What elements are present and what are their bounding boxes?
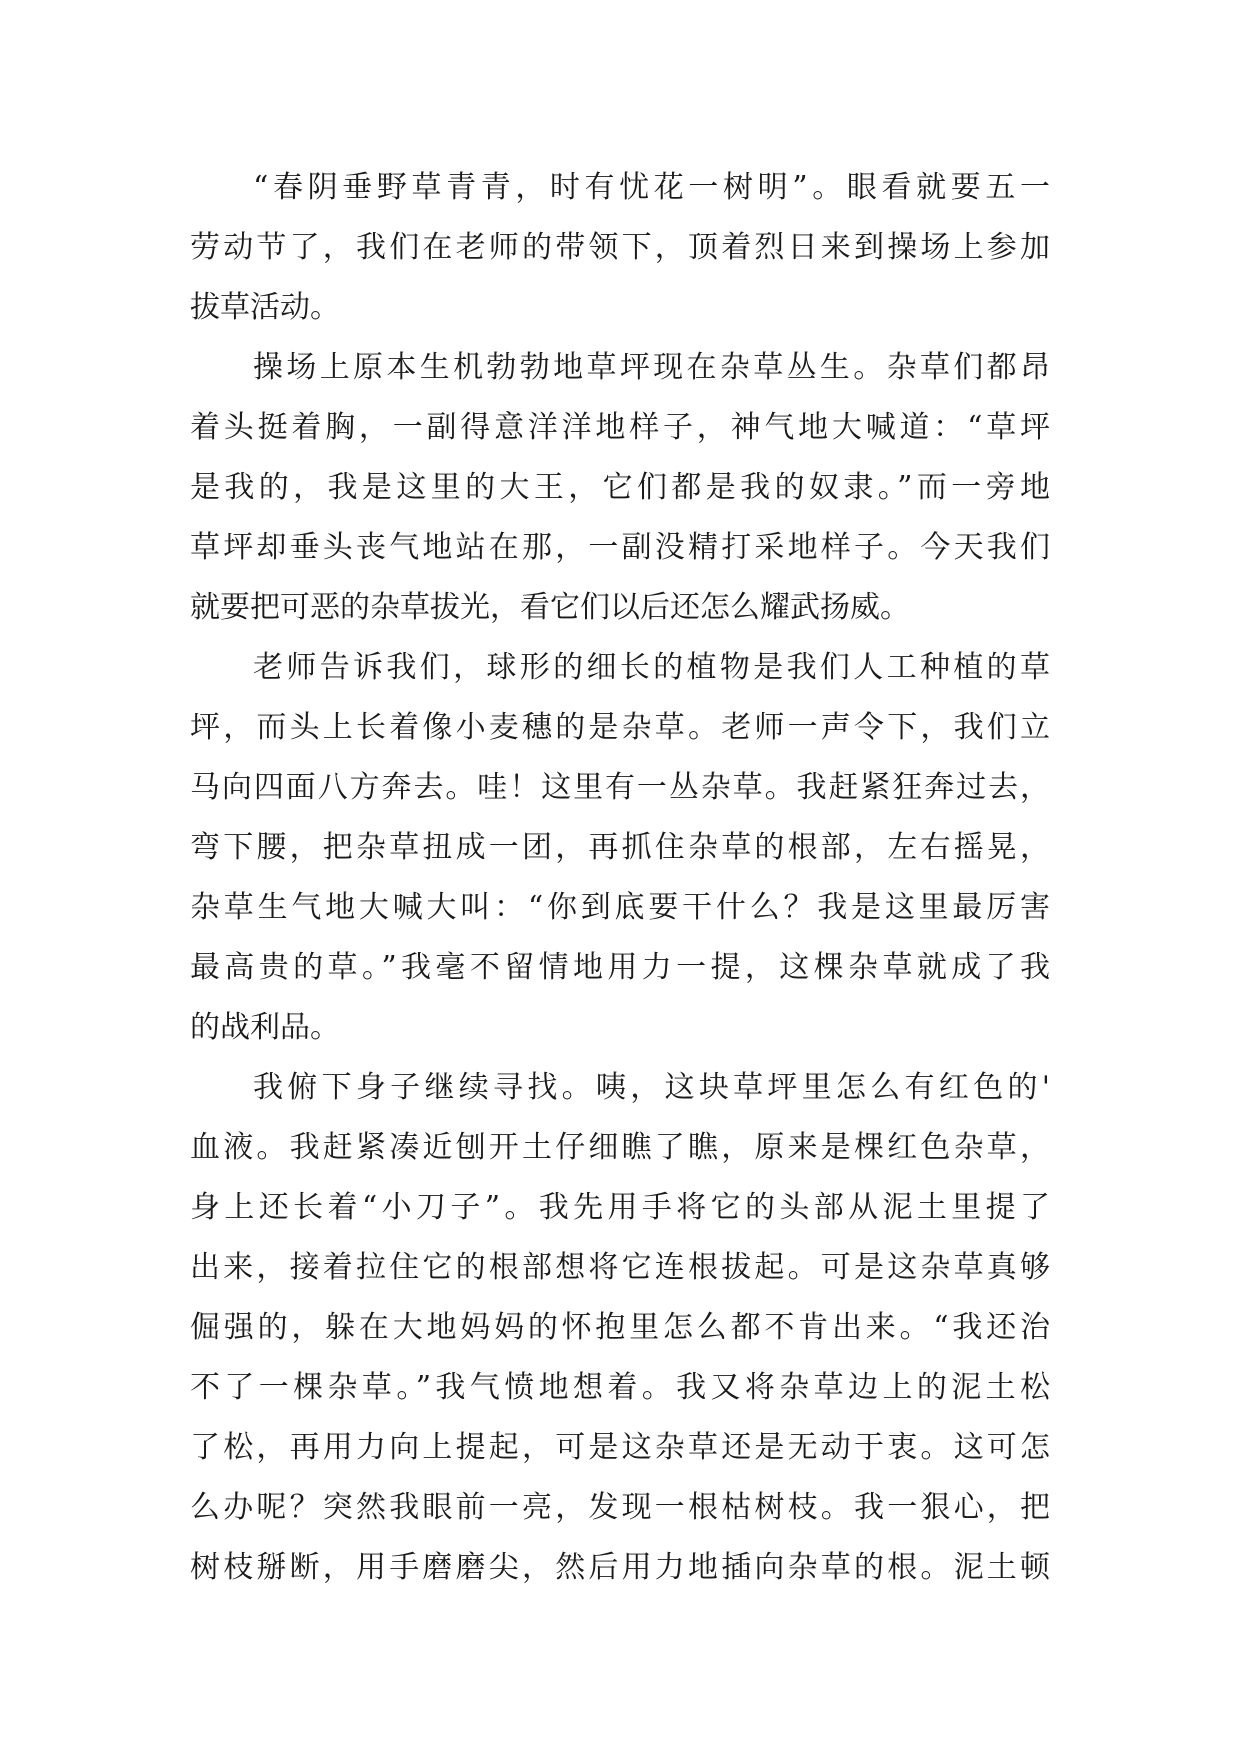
paragraph-3-line-3: 马向四面八方奔去。哇！这里有一丛杂草。我赶紧狂奔过去， — [190, 770, 1050, 805]
paragraph-2-line-5: 就要把可恶的杂草拔光，看它们以后还怎么耀武扬威。 — [190, 590, 910, 625]
paragraph-4-line-6: 不了一棵杂草。”我气愤地想着。我又将杂草边上的泥土松 — [190, 1370, 1050, 1405]
paragraph-1-line-2: 劳动节了，我们在老师的带领下，顶着烈日来到操场上参加 — [190, 230, 1050, 265]
paragraph-4-line-7: 了松，再用力向上提起，可是这杂草还是无动于衷。这可怎 — [190, 1430, 1050, 1465]
paragraph-3-line-5: 杂草生气地大喊大叫：“你到底要干什么？我是这里最厉害 — [190, 890, 1050, 925]
paragraph-4-line-1: 我俯下身子继续寻找。咦，这块草坪里怎么有红色的' — [253, 1070, 1050, 1105]
paragraph-3-line-7: 的战利品。 — [190, 1010, 340, 1045]
paragraph-2-line-3: 是我的，我是这里的大王，它们都是我的奴隶。”而一旁地 — [190, 470, 1050, 505]
paragraph-4-line-5: 倔强的，躲在大地妈妈的怀抱里怎么都不肯出来。“我还治 — [190, 1310, 1050, 1345]
paragraph-4-line-3: 身上还长着“小刀子”。我先用手将它的头部从泥土里提了 — [190, 1190, 1050, 1225]
paragraph-4-line-4: 出来，接着拉住它的根部想将它连根拔起。可是这杂草真够 — [190, 1250, 1050, 1285]
paragraph-3-line-6: 最高贵的草。”我毫不留情地用力一提，这棵杂草就成了我 — [190, 950, 1050, 985]
paragraph-3-line-4: 弯下腰，把杂草扭成一团，再抓住杂草的根部，左右摇晃， — [190, 830, 1050, 865]
paragraph-1-line-1: “春阴垂野草青青，时有忧花一树明”。眼看就要五一 — [253, 170, 1050, 205]
paragraph-4-line-9: 树枝掰断，用手磨磨尖，然后用力地插向杂草的根。泥土顿 — [190, 1550, 1050, 1585]
paragraph-2-line-4: 草坪却垂头丧气地站在那，一副没精打采地样子。今天我们 — [190, 530, 1050, 565]
paragraph-4-line-8: 么办呢？突然我眼前一亮，发现一根枯树枝。我一狠心，把 — [190, 1490, 1050, 1525]
paragraph-4-line-2: 血液。我赶紧凑近刨开土仔细瞧了瞧，原来是棵红色杂草， — [190, 1130, 1050, 1165]
paragraph-3-line-2: 坪，而头上长着像小麦穗的是杂草。老师一声令下，我们立 — [190, 710, 1050, 745]
paragraph-1-line-3: 拔草活动。 — [190, 290, 340, 325]
paragraph-2-line-1: 操场上原本生机勃勃地草坪现在杂草丛生。杂草们都昂 — [253, 350, 1050, 385]
paragraph-3-line-1: 老师告诉我们，球形的细长的植物是我们人工种植的草 — [253, 650, 1050, 685]
body-text — [190, 158, 1050, 1598]
paragraph-2-line-2: 着头挺着胸，一副得意洋洋地样子，神气地大喊道：“草坪 — [190, 410, 1050, 445]
